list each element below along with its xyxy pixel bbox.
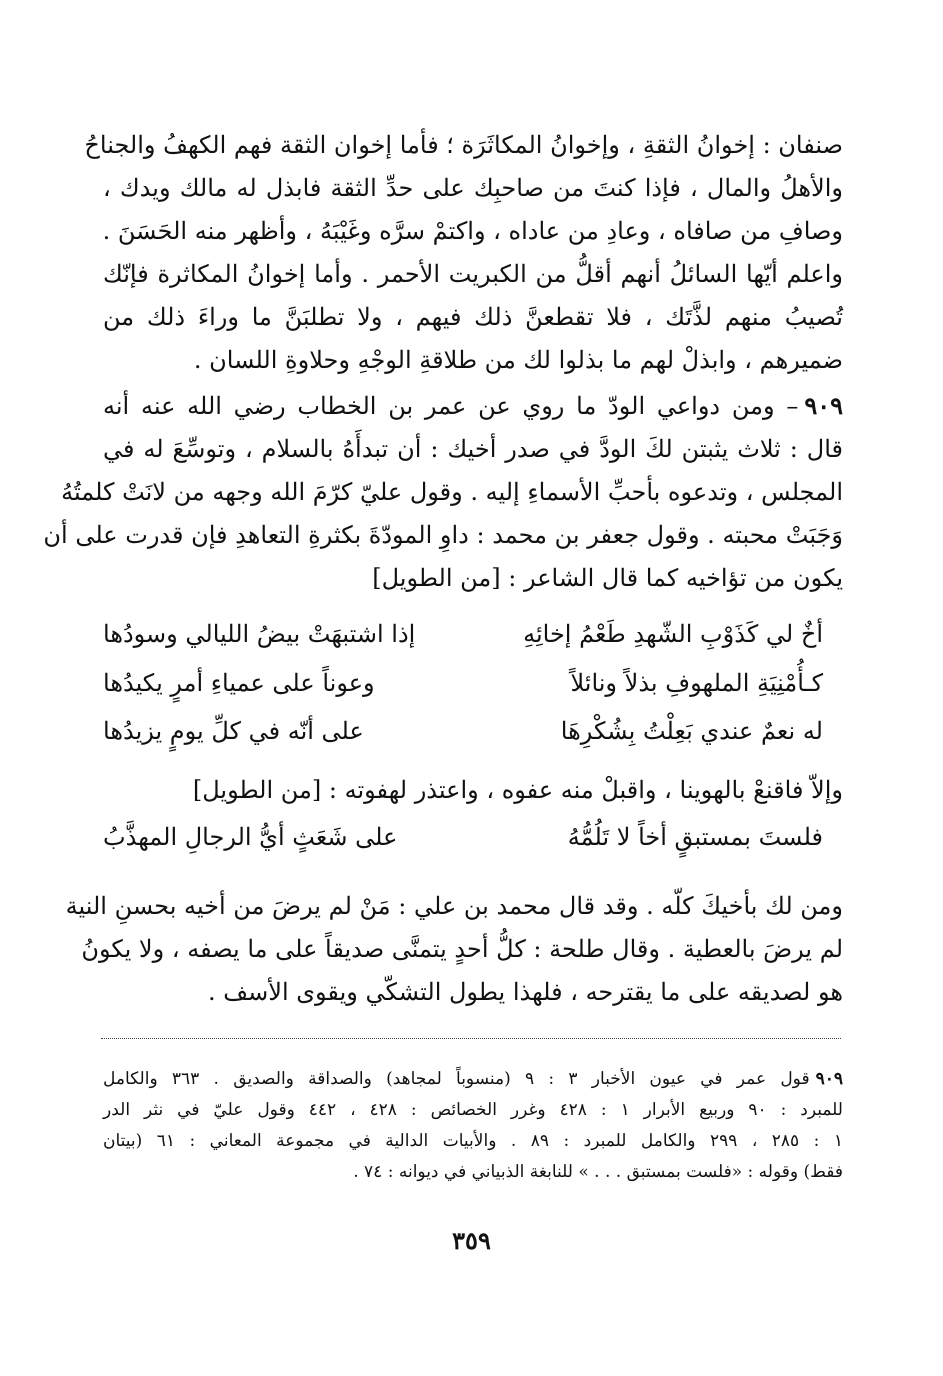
verse-first-hemistich: كـأُمْنِيَةِ الملهوفِ بذلاً ونائلاً: [570, 669, 823, 697]
verse-first-hemistich: أخٌ لي كَذَوْبِ الشّهدِ طَعْمُ إخائِهِ: [523, 620, 823, 648]
footnote-line: للمبرد : ٩٠ وربيع الأبرار ١ : ٤٢٨ وغرر الخصائص : ٤٢٨ ، ٤٤٢ وقول عليّ في نثر الدر: [103, 1100, 843, 1120]
text-line: يكون من تؤاخيه كما قال الشاعر : [من الطويل]: [372, 564, 843, 592]
footnote-line: فقط) وقوله : «فلست بمستبق . . . » للنابغة الذبياني في ديوانه : ٧٤ .: [353, 1162, 843, 1182]
text-line: تُصيبُ منهم لذَّتَك ، فلا تقطعنَّ ذلك فيهم ، ولا تطلبَنَّ ما وراءَ ذلك من: [103, 303, 843, 331]
verse-first-hemistich: له نعمٌ عندي بَعِلْتُ بِشُكْرِهَا: [560, 717, 823, 745]
footnote-line: ١ : ٢٨٥ ، ٢٩٩ والكامل للمبرد : ٨٩ . والأبيات الدالية في مجموعة المعاني : ٦١ (بيتان: [103, 1131, 843, 1151]
poem-verse: [103, 611, 823, 657]
footnote-909: [103, 1064, 843, 1188]
text-line: لم يرضَ بالعطية . وقال طلحة : كلُّ أحدٍ يتمنَّى صديقاً على ما يصفه ، ولا يكونُ: [81, 935, 843, 963]
text-line: ومن لك بأخيكَ كلّه . وقد قال محمد بن علي : مَنْ لم يرضَ من أخيه بحسنِ النية: [65, 892, 843, 920]
verse-first-hemistich: فلستَ بمستبقٍ أخاً لا تَلُمُّهُ: [567, 823, 823, 851]
poem-verse: [103, 814, 823, 860]
page-number: ٣٥٩: [452, 1226, 491, 1255]
verse-second-hemistich: على أنّه في كلِّ يومٍ يزيدُها: [103, 717, 364, 745]
text-line: قال : ثلاث يثبتن لكَ الودَّ في صدر أخيك : أن تبدأَهُ بالسلام ، وتوسِّعَ له في: [103, 435, 843, 463]
footnote-divider: [101, 1038, 841, 1039]
text-line: وإلاّ فاقنعْ بالهوينا ، واقبلْ منه عفوه ، واعتذر لهفوته : [من الطويل]: [192, 776, 843, 804]
verse-second-hemistich: على شَعَثٍ أيُّ الرجالِ المهذَّبُ: [103, 823, 398, 851]
text-line: والأهلُ والمال ، فإذا كنتَ من صاحبِك على حدِّ الثقة فابذل له مالك ويدك ،: [103, 174, 844, 202]
footnote-number: ٩٠٩: [815, 1069, 843, 1089]
verse-second-hemistich: وعوناً على عمياءِ أمرٍ يكيدُها: [103, 669, 375, 697]
footnote-line-first: [103, 1064, 843, 1095]
entry-number: ٩٠٩: [804, 391, 843, 420]
paragraph-entry-909: [43, 384, 843, 600]
text-line: ضميرهم ، وابذلْ لهم ما بذلوا لك من طلاقةِ الوجْهِ وحلاوةِ اللسان .: [193, 346, 843, 374]
text-line: صنفان : إخوانُ الثقةِ ، وإخوانُ المكاثَرَة ؛ فأما إخوان الثقة فهم الكهفُ والجناحُ: [84, 131, 843, 159]
poem-verse: [103, 660, 823, 706]
paragraph-closing: [65, 885, 843, 1014]
text-line: المجلس ، وتدعوه بأحبِّ الأسماءِ إليه . وقول عليّ كرّمَ الله وجهه من لانَتْ كلمتُهُ: [61, 478, 843, 506]
text-line-first: [103, 384, 843, 428]
text-line: واعلم أيّها السائلُ أنهم أقلُّ من الكبريت الأحمر . وأما إخوانُ المكاثرة فإنّك: [103, 260, 843, 288]
paragraph-content: [103, 769, 843, 812]
text-line: – ومن دواعي الودّ ما روي عن عمر بن الخطاب رضي الله عنه أنه: [103, 392, 799, 420]
text-line: وصافِ من صافاه ، وعادِ من عاداه ، واكتمْ سرَّه وغَيْبَهُ ، وأظهر منه الحَسَنَ .: [102, 217, 843, 245]
verse-second-hemistich: إذا اشتبهَتْ بيضُ الليالي وسودُها: [103, 620, 416, 648]
footnote-line: قول عمر في عيون الأخبار ٣ : ٩ (منسوباً لمجاهد) والصداقة والصديق . ٣٦٣ والكامل: [103, 1069, 810, 1089]
text-line: هو لصديقه على ما يقترحه ، فلهذا يطول التشكّي ويقوى الأسف .: [208, 978, 843, 1006]
text-line: وَجَبَتْ محبته . وقول جعفر بن محمد : داوِ المودّةَ بكثرةِ التعاهدِ فإن قدرت على أن: [43, 521, 843, 549]
paragraph-brothers-types: [84, 124, 844, 382]
poem-verse: [103, 708, 823, 754]
